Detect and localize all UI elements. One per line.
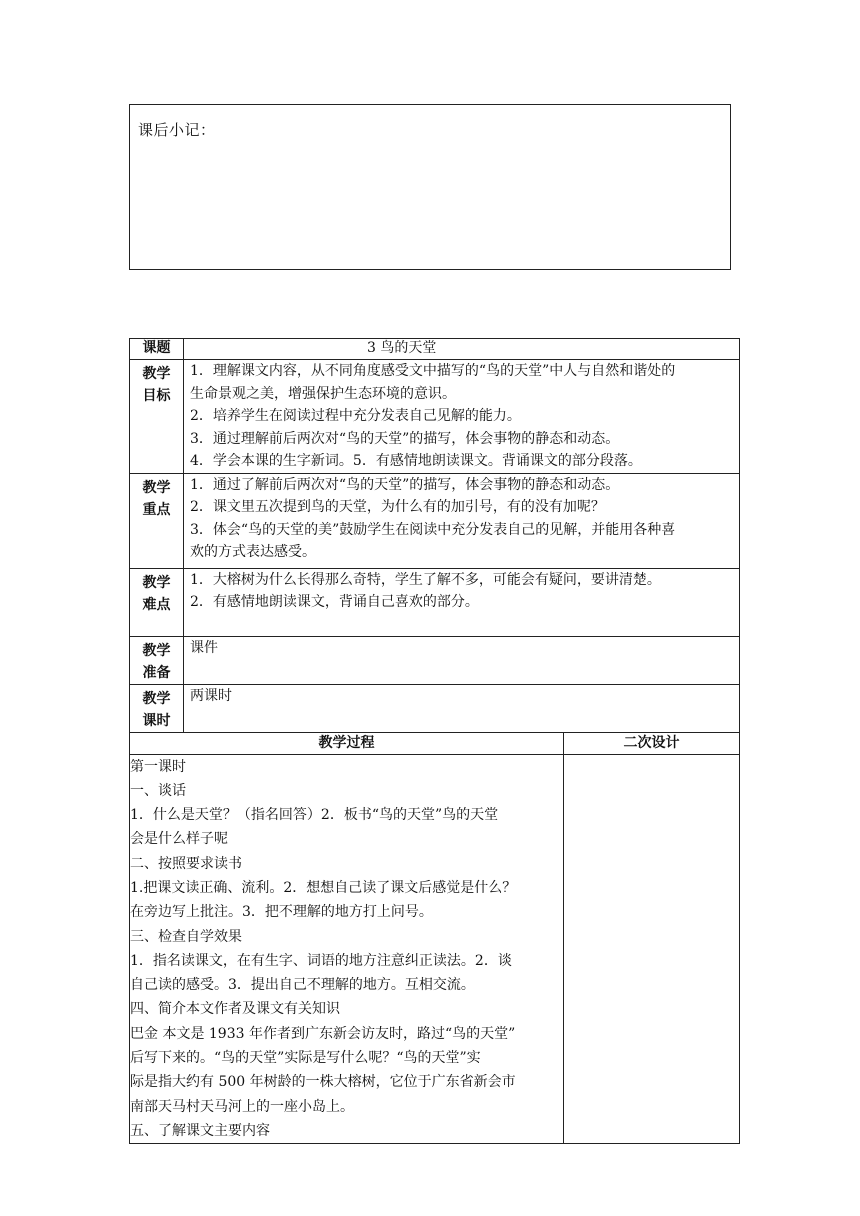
process-line: 1．什么是天堂？（指名回答）2．板书“鸟的天堂”鸟的天堂	[130, 807, 499, 824]
difficulties-label: 教学 难点	[130, 568, 184, 636]
process-line: 南部天马村天马河上的一座小岛上。	[130, 1098, 354, 1115]
process-line: 四、简介本文作者及课文有关知识	[130, 1001, 340, 1018]
hours-label: 教学 课时	[130, 684, 184, 732]
process-line: 在旁边写上批注。3．把不理解的地方打上问号。	[130, 904, 433, 921]
title-row	[130, 339, 740, 360]
process-line: 第一课时	[130, 758, 186, 775]
prep-label: 教学 准备	[130, 636, 184, 684]
goals-label: 教学 目标	[130, 360, 184, 474]
difficulty-line: 1．大榕树为什么长得那么奇特，学生了解不多，可能会有疑问，要讲清楚。	[190, 571, 661, 588]
lesson-title: 3 鸟的天堂	[184, 339, 740, 360]
prep-content: 课件	[184, 636, 740, 684]
process-line: 二、按照要求读书	[130, 855, 242, 872]
process-line: 际是指大约有 500 年树龄的一株大榕树，它位于广东省新会市	[130, 1074, 516, 1091]
after-class-notes-box	[129, 104, 731, 270]
difficulties-content	[184, 568, 740, 636]
process-line: 1.把课文读正确、流利。2．想想自己读了课文后感觉是什么？	[130, 879, 517, 896]
hours-content: 两课时	[184, 684, 740, 732]
process-line: 1．指名读课文，在有生字、词语的地方注意纠正读法。2．谈	[130, 952, 512, 969]
keypoints-row	[130, 473, 740, 568]
goal-line: 生命景观之美，增强保护生态环境的意识。	[190, 385, 456, 402]
goals-content	[184, 360, 740, 474]
process-line: 五、了解课文主要内容	[130, 1122, 270, 1139]
lesson-plan-table	[129, 338, 740, 1144]
keypoint-line: 欢的方式表达感受。	[190, 544, 316, 560]
second-design-header: 二次设计	[564, 732, 740, 754]
process-line: 巴金 本文是 1933 年作者到广东新会访友时，路过“鸟的天堂”	[130, 1025, 516, 1042]
process-header-row	[130, 732, 740, 754]
second-design-content	[564, 754, 740, 1144]
keypoints-label: 教学 重点	[130, 473, 184, 568]
prep-row	[130, 636, 740, 684]
goal-line: 4．学会本课的生字新词。5．有感情地朗读课文。背诵课文的部分段落。	[190, 453, 642, 469]
process-line: 一、谈话	[130, 782, 186, 799]
keypoints-content	[184, 473, 740, 568]
process-header: 教学过程	[130, 732, 564, 754]
process-line: 后写下来的。“鸟的天堂”实际是写什么呢？“鸟的天堂”实	[130, 1050, 481, 1067]
process-line: 三、检查自学效果	[130, 928, 242, 945]
keypoint-line: 1．通过了解前后两次对“鸟的天堂”的描写，体会事物的静态和动态。	[190, 476, 620, 493]
hours-row	[130, 684, 740, 732]
process-line: 自己读的感受。3．提出自己不理解的地方。互相交流。	[130, 977, 475, 994]
after-class-notes-label: 课后小记：	[138, 121, 216, 139]
title-label: 课题	[130, 339, 184, 360]
goal-line: 1．理解课文内容，从不同角度感受文中描写的“鸟的天堂”中人与自然和谐处的	[190, 363, 676, 379]
difficulties-row	[130, 568, 740, 636]
process-content	[130, 754, 564, 1144]
goal-line: 2．培养学生在阅读过程中充分发表自己见解的能力。	[190, 408, 521, 424]
goals-row	[130, 360, 740, 474]
keypoint-line: 3．体会“鸟的天堂的美”鼓励学生在阅读中充分发表自己的见解，并能用各种喜	[190, 521, 676, 538]
difficulty-line: 2．有感情地朗读课文，背诵自己喜欢的部分。	[190, 594, 479, 610]
process-line: 会是什么样子呢	[130, 831, 228, 848]
keypoint-line: 2．课文里五次提到鸟的天堂，为什么有的加引号，有的没有加呢？	[190, 499, 605, 515]
goal-line: 3．通过理解前后两次对“鸟的天堂”的描写，体会事物的静态和动态。	[190, 430, 620, 447]
process-row	[130, 754, 740, 1144]
